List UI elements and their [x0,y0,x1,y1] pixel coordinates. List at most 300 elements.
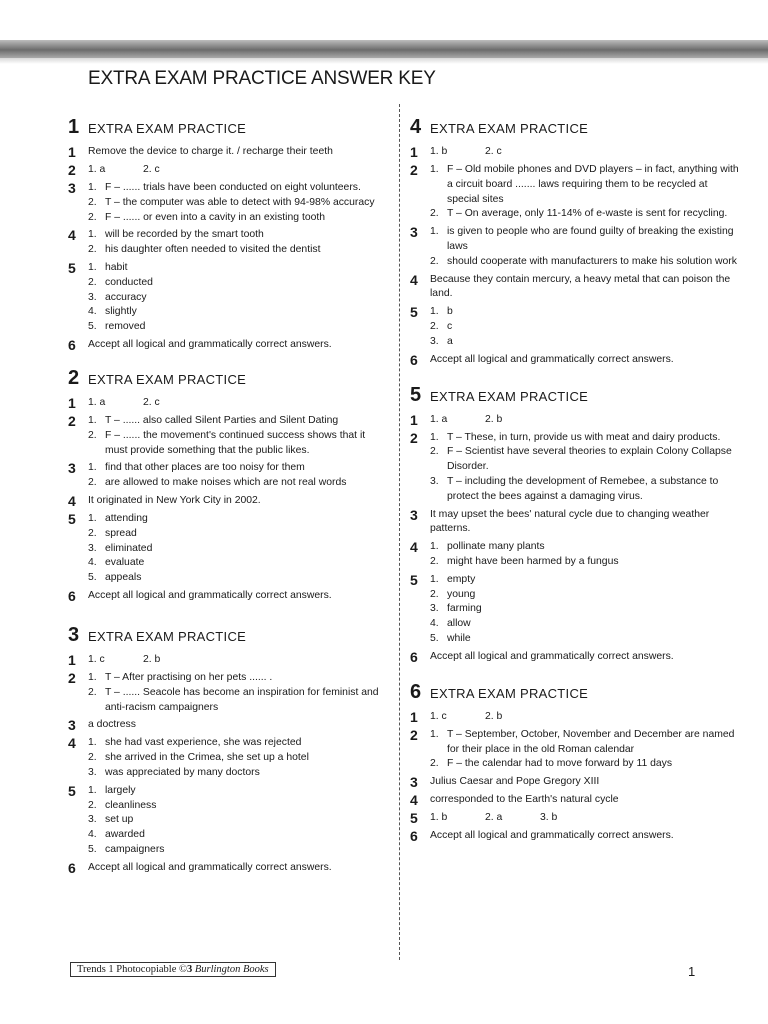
exercise-3 [410,508,740,538]
answer-item-number: 2. [430,208,439,220]
exercise-answers [88,718,386,733]
answer-choices [430,811,740,826]
exercise-number: 4 [410,539,418,556]
answer-item [88,843,386,858]
answer-item-number: 1. [88,182,97,193]
section-number: 6 [410,680,422,703]
answer-item-number: 3. [88,542,97,554]
answer-choices [430,413,740,428]
answer-text: It originated in New York City in 2002. [88,494,261,506]
answer-item-number: 2. [430,555,439,567]
answer-item-number: 3. [88,814,97,826]
exercise-1 [68,396,386,411]
answer-item-number: 5. [88,321,97,333]
answer-item-text: F – ...... or even into a cavity in an existing tooth [105,211,326,223]
exercise-answers [88,145,386,160]
answer-item-text: F – ...... trials have been conducted on eight volunteers. [105,182,361,193]
exercise-answers [430,145,740,160]
header-bar-shadow [0,58,768,64]
answer-item-text: eliminated [105,542,153,554]
exam-section-3 [68,624,386,876]
answer-item-text: might have been harmed by a fungus [447,555,619,567]
exercise-1 [68,653,386,668]
answer-item-number: 3. [430,475,439,487]
section-label: EXTRA EXAM PRACTICE [430,121,589,136]
exercise-number: 4 [68,735,76,752]
exercise-number: 1 [410,144,418,160]
answer-item-text: T – including the development of Remebee, a substance to protect the bees against a damaging virus. [447,475,719,502]
answer-text: It may upset the bees' natural cycle due to changing weather patterns. [430,508,710,535]
exam-section-1 [68,116,386,353]
answer-item-number: 1. [430,431,439,443]
answer-item-text: conducted [105,276,153,288]
answer-choice: 1. a [88,164,106,175]
answer-item-number: 1. [88,784,97,796]
answer-item-text: T – On average, only 11-14% of e-waste is sent for recycling. [447,208,728,220]
answer-item-number: 5. [88,843,97,855]
section-label: EXTRA EXAM PRACTICE [430,388,589,404]
answer-item-number: 1. [430,164,439,175]
answer-item [88,196,386,211]
answer-item [430,225,740,255]
answer-choice: 2. b [485,413,503,425]
answer-item [88,512,386,527]
answer-item-number: 1. [88,512,97,524]
exercise-number: 2 [410,162,418,178]
section-number: 4 [410,116,422,138]
answer-choices [430,710,740,725]
exercise-answers [88,261,386,335]
answer-text: Accept all logical and grammatically correct answers. [88,861,332,873]
answer-item [88,211,386,226]
answer-item [88,305,386,320]
exercise-number: 1 [68,651,76,668]
answer-item [430,163,740,207]
answer-text: Accept all logical and grammatically correct answers. [430,650,674,662]
exercise-6 [410,829,740,844]
answer-item [430,207,740,222]
exercise-number: 3 [68,460,76,477]
answer-item-number: 1. [88,414,97,426]
exercise-4 [68,494,386,509]
answer-item-text: campaigners [105,843,165,855]
exercise-answers [430,225,740,269]
exercise-2 [410,431,740,505]
answer-item-number: 2. [88,799,97,811]
answer-item-text: T – After practising on her pets ...... . [105,671,273,683]
section-number: 2 [68,366,80,389]
answer-item-number: 2. [88,211,97,223]
exercise-number: 3 [410,224,418,241]
exercise-number: 4 [410,271,418,288]
exercise-number: 2 [410,726,418,743]
answer-item-text: young [447,588,476,600]
answer-item [430,602,740,617]
exam-section-6 [410,681,740,844]
answer-choices [88,396,386,411]
exercise-answers [88,414,386,458]
section-label: EXTRA EXAM PRACTICE [88,121,247,136]
answer-item-text: evaluate [105,557,145,569]
exercise-number: 1 [410,708,418,725]
answer-item-number: 1. [88,737,97,749]
answer-item-text: was appreciated by many doctors [105,766,260,778]
answer-choice: 1. a [430,413,448,425]
answer-text: Accept all logical and grammatically correct answers. [88,338,332,350]
exercise-answers [88,861,386,876]
answer-item [88,571,386,586]
exercise-number: 3 [68,180,76,196]
exercise-answers [430,710,740,725]
exercise-answers [430,829,740,844]
answer-item-text: is given to people who are found guilty of breaking the existing laws [447,226,734,252]
answer-item-number: 3. [88,766,97,778]
answer-item-text: slightly [105,306,137,318]
exercise-6 [410,353,740,368]
answer-item [430,573,740,588]
answer-item [88,813,386,828]
page-number: 1 [688,964,696,979]
answer-choice: 2. c [143,164,160,175]
answer-item-number: 2. [430,320,439,332]
exercise-6 [410,650,740,665]
section-label: EXTRA EXAM PRACTICE [430,685,589,701]
answer-choices [88,163,386,178]
answer-item [430,588,740,603]
exercise-number: 5 [410,304,418,321]
exercise-3 [68,181,386,225]
answer-item-number: 5. [88,572,97,584]
exercise-4 [410,273,740,303]
exercise-answers [430,650,740,665]
exercise-answers [430,508,740,538]
answer-text: Accept all logical and grammatically correct answers. [88,589,332,601]
exercise-6 [68,861,386,876]
exercise-number: 2 [68,669,76,686]
answer-text: corresponded to the Earth's natural cycle [430,794,619,806]
answer-choice: 1. c [88,653,105,665]
answer-item-number: 2. [88,429,97,441]
section-number: 3 [68,623,80,646]
answer-item [88,766,386,781]
answer-item-text: removed [105,321,146,333]
answer-choices [88,653,386,668]
exercise-5 [68,261,386,335]
exercise-answers [430,163,740,222]
answer-choice: 1. c [430,710,447,722]
answer-item [88,320,386,335]
exercise-answers [430,305,740,349]
answer-item-number: 1. [430,728,439,740]
answer-item [88,686,386,716]
exercise-number: 4 [410,792,418,809]
exercise-2 [68,163,386,178]
exercise-answers [430,353,740,368]
answer-item-text: while [447,632,471,644]
answer-item-text: T – September, October, November and December are named for their place in the old Roman calendar [447,728,735,755]
footer-text: Trends 1 Photocopiable © [77,964,187,975]
answer-item-number: 1. [430,573,439,585]
exercise-answers [430,775,740,790]
answer-text: Remove the device to charge it. / recharge their teeth [88,146,333,157]
answer-item-number: 2. [430,758,439,770]
answer-item-text: cleanliness [105,799,157,811]
answer-item-text: awarded [105,829,145,841]
exercise-number: 5 [68,510,76,527]
exercise-number: 2 [410,429,418,446]
answer-item [430,255,740,270]
answer-item-number: 2. [88,752,97,764]
answer-item-number: 1. [430,306,439,318]
section-heading [410,116,740,142]
exercise-answers [88,653,386,668]
answer-choice: 1. b [430,812,448,824]
exercise-answers [430,540,740,570]
exercise-answers [430,573,740,647]
exercise-answers [88,494,386,509]
exercise-number: 5 [410,571,418,588]
left-column [68,116,386,876]
answer-item-number: 2. [88,527,97,539]
answer-item-number: 4. [430,618,439,630]
exercise-answers [88,589,386,604]
exercise-2 [410,728,740,772]
section-heading [410,681,740,707]
burlington-logo-icon: 3 [186,964,193,975]
answer-item-text: accuracy [105,291,147,303]
answer-item-text: a [447,335,453,347]
answer-item-text: F – the calendar had to move forward by 11 days [447,758,673,770]
answer-item-number: 4. [88,306,97,318]
answer-choice: 1. a [88,396,106,408]
exercise-2 [410,163,740,222]
exercise-answers [430,273,740,303]
column-divider [399,104,400,960]
answer-item [88,414,386,429]
answer-text: a doctress [88,719,136,731]
answer-item-number: 4. [88,829,97,841]
exercise-number: 6 [68,587,76,604]
answer-item [88,243,386,258]
answer-choice: 2. b [143,653,161,665]
answer-item-number: 2. [88,686,97,698]
exercise-4 [68,228,386,258]
answer-item [430,431,740,446]
answer-item-text: attending [105,512,148,524]
answer-item [88,228,386,243]
answer-item-number: 3. [430,335,439,347]
answer-item-text: set up [105,814,134,826]
exercise-answers [430,728,740,772]
answer-item [88,784,386,799]
section-label: EXTRA EXAM PRACTICE [88,371,247,387]
exam-section-2 [68,367,386,604]
exercise-4 [410,540,740,570]
exercise-5 [410,573,740,647]
answer-item-number: 1. [88,462,97,474]
answer-item-number: 2. [430,446,439,458]
exercise-number: 4 [68,227,76,244]
exercise-4 [410,793,740,808]
answer-item-text: she had vast experience, she was rejected [105,737,302,749]
answer-item-text: she arrived in the Crimea, she set up a hotel [105,752,309,764]
answer-text: Because they contain mercury, a heavy metal that can poison the land. [430,273,731,300]
exercise-answers [430,811,740,826]
section-heading [68,624,386,650]
exercise-answers [88,671,386,715]
exercise-answers [88,181,386,225]
answer-item [88,736,386,751]
answer-choice: 1. b [430,146,448,157]
answer-item-number: 1. [88,229,97,241]
exercise-answers [88,461,386,491]
exercise-3 [68,718,386,733]
answer-item-text: T – These, in turn, provide us with meat and dairy products. [447,431,721,443]
answer-item [88,542,386,557]
answer-item [88,461,386,476]
section-label: EXTRA EXAM PRACTICE [88,628,247,644]
exercise-number: 3 [68,717,76,734]
exercise-number: 1 [68,394,76,411]
right-column [410,116,740,844]
answer-item-text: F – Scientist have several theories to explain Colony Collapse Disorder. [447,446,732,473]
answer-text: Julius Caesar and Pope Gregory XIII [430,776,600,788]
answer-item [88,751,386,766]
answer-item-text: T – ...... Seacole has become an inspiration for feminist and anti-racism campaigners [105,686,379,713]
exercise-answers [88,736,386,780]
answer-item-number: 2. [88,196,97,208]
answer-item [88,276,386,291]
answer-item [430,555,740,570]
answer-item-text: are allowed to make noises which are not real words [105,477,347,489]
answer-choice: 2. b [485,710,503,722]
exercise-number: 5 [68,782,76,799]
footer-copyright [70,962,276,977]
answer-item-number: 1. [430,226,439,238]
answer-item [430,445,740,475]
answer-item-text: empty [447,573,476,585]
answer-choice: 2. c [143,396,160,408]
exercise-number: 3 [410,774,418,791]
exercise-answers [88,784,386,858]
header-bar [0,40,768,58]
answer-item-text: habit [105,261,128,273]
exercise-number: 6 [410,648,418,665]
answer-item-text: allow [447,618,471,630]
answer-choice: 3. b [540,812,558,824]
exercise-6 [68,338,386,353]
exercise-3 [68,461,386,491]
answer-item [430,320,740,335]
answer-item [430,335,740,350]
exercise-number: 6 [410,828,418,845]
answer-item [88,181,386,196]
answer-text: Accept all logical and grammatically correct answers. [430,353,674,365]
section-heading [68,116,386,142]
exercise-number: 1 [68,144,76,160]
answer-item-text: appeals [105,572,142,584]
answer-item-number: 3. [430,603,439,615]
footer-brand: Burlington Books [194,964,269,975]
exercise-1 [410,145,740,160]
answer-item-number: 3. [88,291,97,303]
exercise-number: 5 [410,810,418,827]
answer-item-number: 2. [88,477,97,489]
answer-item [88,556,386,571]
answer-item [430,757,740,772]
answer-item-text: pollinate many plants [447,541,545,553]
answer-item-number: 2. [430,588,439,600]
exercise-answers [88,512,386,586]
answer-item-number: 2. [430,255,439,267]
exercise-5 [410,811,740,826]
answer-item-text: c [447,320,453,332]
exercise-4 [68,736,386,780]
exercise-answers [88,163,386,178]
exercise-1 [68,145,386,160]
answer-text: Accept all logical and grammatically correct answers. [430,830,674,842]
answer-item-number: 2. [88,276,97,288]
answer-item [430,632,740,647]
answer-item [88,799,386,814]
section-heading [68,367,386,393]
answer-item [430,475,740,505]
exercise-number: 2 [68,162,76,178]
exam-section-5 [410,384,740,665]
answer-item [88,429,386,459]
answer-item-number: 1. [88,261,97,273]
exercise-2 [68,414,386,458]
answer-item-text: T – ...... also called Silent Parties and Silent Dating [105,414,339,426]
exercise-number: 6 [68,336,76,353]
answer-item-number: 1. [430,541,439,553]
exercise-5 [68,784,386,858]
exercise-1 [410,413,740,428]
answer-item-number: 1. [88,671,97,683]
answer-item-number: 4. [88,557,97,569]
answer-item-text: T – the computer was able to detect with 94-98% accuracy [105,196,375,208]
answer-item [88,828,386,843]
answer-item [88,527,386,542]
section-number: 5 [410,383,422,406]
exercise-5 [68,512,386,586]
answer-choice: 2. a [485,812,503,824]
answer-item-text: his daughter often needed to visited the dentist [105,244,321,256]
section-number: 1 [68,116,80,138]
exam-section-4 [410,116,740,368]
exercise-number: 6 [68,859,76,876]
exercise-number: 6 [410,351,418,368]
answer-item-text: largely [105,784,136,796]
answer-item-text: should cooperate with manufacturers to make his solution work [447,255,737,267]
exercise-number: 5 [68,259,76,276]
answer-item [430,540,740,555]
answer-item-number: 5. [430,632,439,644]
exercise-answers [430,793,740,808]
exercise-answers [430,413,740,428]
page-title: EXTRA EXAM PRACTICE ANSWER KEY [88,68,436,89]
answer-item-number: 2. [88,244,97,256]
answer-item-text: b [447,306,453,318]
answer-item-text: farming [447,603,482,615]
answer-choice: 2. c [485,146,502,157]
exercise-1 [410,710,740,725]
answer-item [88,476,386,491]
answer-item [430,305,740,320]
exercise-5 [410,305,740,349]
exercise-number: 2 [68,412,76,429]
exercise-2 [68,671,386,715]
